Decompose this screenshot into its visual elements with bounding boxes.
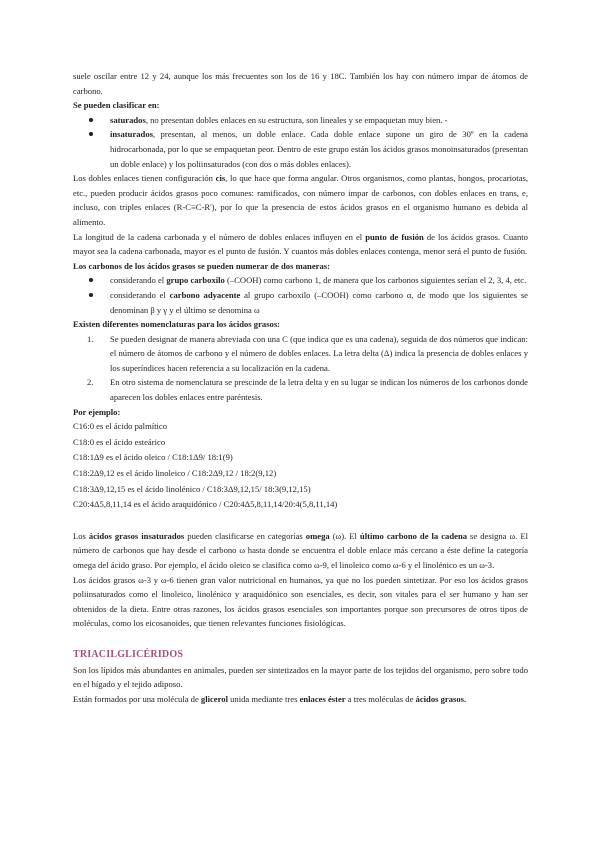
text-run: al grupo carboxilo (–COOH) como carbono α, de modo que los siguientes se denominan β y γ y el último se denomina ω: [110, 289, 528, 315]
term-glycerol: glicerol: [200, 693, 228, 704]
classification-list: [73, 113, 528, 171]
intro-paragraph: suele oscilar entre 12 y 24, aunque los más frecuentes son los de 16 y 18C. También los hay con número impar de átomos de carbono.: [73, 71, 528, 96]
spacer: [73, 513, 528, 529]
term-last-carbon: último carbono de la cadena: [359, 530, 468, 541]
example-line: C18:2Δ9,12 es el ácido linoleico / C18:2Δ9,12 / 18:2(9,12): [73, 468, 277, 479]
page-content: [73, 69, 528, 706]
numbered-item-text: En otro sistema de nomenclatura se prescinde de la letra delta y en su lugar se indican los números de los carbonos donde aparecen los dobles enlaces entre paréntesis.: [110, 377, 528, 403]
bullet-icon: [89, 293, 93, 297]
numbered-item-text: Se pueden designar de manera abreviada con una C (que indica que es una cadena), seguida de dos números que indican: el número de átomos de carbono y el número de dobles enlaces. La letra delta (Δ) indica la presencia de dobles enlaces y los superíndices hacen referencia a su localización en la cadena.: [110, 333, 528, 373]
nomenclature-heading: Existen diferentes nomenclaturas para los ácidos grasos:: [73, 319, 281, 330]
example-line: C18:0 es el ácido esteárico: [73, 436, 166, 447]
nomenclature-list: [73, 332, 528, 405]
essential-fatty-acids-paragraph: Los ácidos grasos ω-3 y ω-6 tienen gran valor nutricional en humanos, ya que no los pueden sintetizar. Por eso los ácidos grasos poliinsaturados como el linoleico, linolénico y araquidónico son esenciales, es decir, son vitales para el ser humano y han ser obtenidos de la dieta. Entre otras razones, los ácidos grasos esenciales son importantes porque son precursores de otros tipos de moléculas, como los eicosanoides, que tienen relevantes funciones fisiológicas.: [73, 574, 528, 629]
list-item-unsaturated: [73, 127, 528, 171]
item-number: 1.: [87, 333, 94, 344]
list-item-text: , presentan, al menos, un doble enlace. Cada doble enlace supone un giro de 30º en la cadena hidrocarbonada, por lo que se empaquetan peor. Dentro de este grupo están los ácidos grasos monoinsaturados (presentan un doble enlace) y los poliinsaturados (con dos o más dobles enlaces).: [110, 129, 528, 169]
classification-heading: Se pueden clasificar en:: [73, 100, 160, 111]
bullet-icon: [89, 118, 93, 122]
example-line: C18:3Δ9,12,15 es el ácido linolénico / C18:3Δ9,12,15/ 18:3(9,12,15): [73, 483, 311, 494]
bullet-icon: [89, 278, 93, 282]
item-number: 2.: [87, 377, 94, 388]
term-fatty-acids: ácidos grasos.: [415, 693, 467, 704]
term-unsaturated: insaturados: [110, 129, 153, 140]
double-bonds-paragraph: [73, 171, 528, 229]
text-run: Están formados por una molécula de: [73, 693, 201, 704]
example-line: C16:0 es el ácido palmítico: [73, 421, 168, 432]
text-run: , lo que hace que forma angular. Otros organismos, como plantas, hongos, procariotas, etc., pueden producir ácidos grasos poco comunes: ramificados, con número impar de carbonos, con dobles enlaces en trans, e, incluso, con triples enlaces (R-C≡C-R'), por lo que la presencia de estos ácidos grasos en el organismo humano es debida al alimento.: [73, 173, 529, 227]
example-line: C18:1Δ9 es el ácido oleico / C18:1Δ9/ 18:1(9): [73, 452, 233, 463]
text-run: considerando el: [110, 289, 170, 300]
bullet-icon: [89, 132, 93, 136]
numbering-heading: Los carbonos de los ácidos grasos se pueden numerar de dos maneras:: [73, 260, 330, 271]
text-run: (ω). El: [329, 530, 360, 541]
text-run: de los ácidos grasos. Cuanto mayor sea la cadena carbonada, mayor es el punto de fusión. Y cuantos más dobles enlaces contenga, menor será el punto de fusión.: [73, 231, 528, 257]
text-run: (–COOH) como carbono 1, de manera que los carbonos siguientes serían el 2, 3, 4, etc.: [224, 275, 527, 286]
omega-paragraph: [73, 529, 528, 573]
examples-heading: Por ejemplo:: [73, 406, 121, 417]
term-melting-point: punto de fusión: [365, 231, 424, 242]
text-run: Los dobles enlaces tienen configuración: [73, 173, 216, 184]
section-title: TRIACILGLICÉRIDOS: [73, 648, 184, 660]
text-run: unida mediante tres: [227, 693, 300, 704]
spacer: [73, 631, 528, 648]
list-item-saturated: [73, 113, 528, 128]
example-line: C20:4Δ5,8,11,14 es el ácido araquidónico / C20:4Δ5,8,11,14/20:4(5,8,11,14): [73, 499, 338, 510]
text-run: La longitud de la cadena carbonada y el número de dobles enlaces influyen en el: [73, 231, 366, 242]
term-adjacent-carbon: carbono adyacente: [169, 289, 241, 300]
examples-list: [73, 419, 528, 513]
text-run: Los: [73, 530, 89, 541]
text-run: a tres moléculas de: [345, 693, 416, 704]
numbered-item: [73, 375, 528, 404]
triacylglycerides-paragraph: Son los lípidos más abundantes en animales, pueden ser sintetizados en la mayor parte de los tejidos del organismo, pero sobre todo en el hígado y el tejido adiposo.: [73, 664, 528, 690]
numbered-item: [73, 332, 528, 376]
term-unsaturated-fatty-acids: ácidos grasos insaturados: [88, 530, 185, 541]
text-run: se designa ω. El número de carbonos que hay desde el carbono ω hasta donde se encuentra el doble enlace más cercano a éste define la categoría omega del ácido graso. Por ejemplo, el ácido oleico se clasifica como ω-9, el linoleico como ω-6 y el linolénico es un ω-3.: [73, 530, 528, 570]
term-carboxyl: grupo carboxilo: [166, 275, 225, 286]
list-item-carboxyl: [73, 273, 528, 288]
list-item-text: , no presentan dobles enlaces en su estructura, son lineales y se empaquetan muy bien. -: [145, 114, 448, 125]
melting-point-paragraph: [73, 230, 528, 259]
text-run: pueden clasificarse en categorías: [184, 530, 306, 541]
list-item-adjacent: [73, 288, 528, 317]
triacylglycerides-structure-paragraph: [73, 692, 528, 707]
term-cis: cis: [215, 173, 226, 184]
text-run: considerando el: [110, 275, 167, 286]
term-omega: omega: [305, 530, 330, 541]
numbering-list: [73, 273, 528, 317]
term-ester-bonds: enlaces éster: [299, 693, 346, 704]
term-saturated: saturados: [110, 114, 146, 125]
